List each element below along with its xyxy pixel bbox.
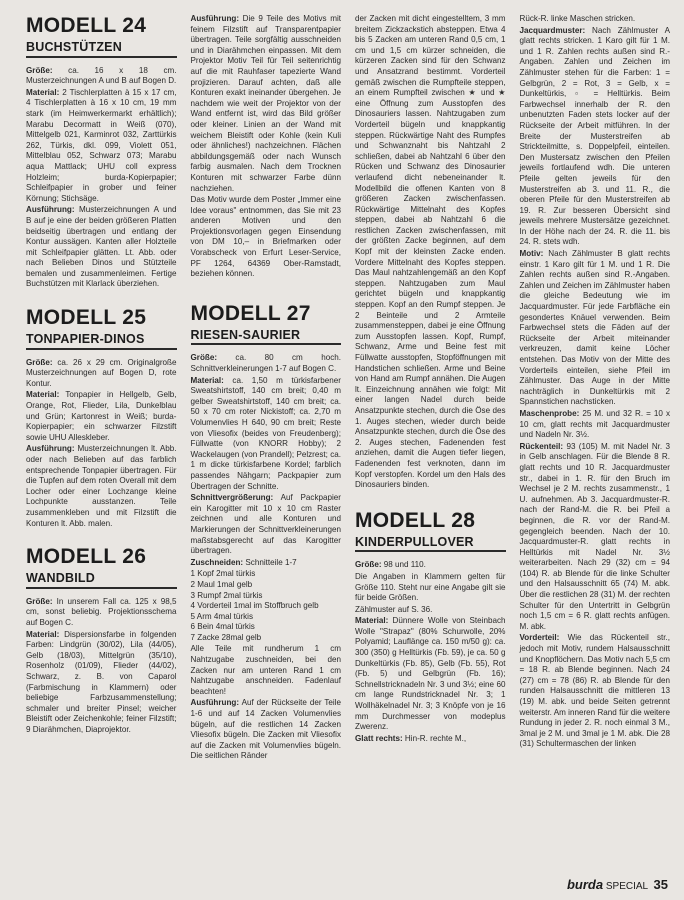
paragraph: Jacquardmuster: Nach Zählmuster A glatt rechts stricken. 1 Karo gilt für 1 M. und 1 R. Zahlen rechts außen sind R.-Angaben. Zahlen und Zeichen im Zählmuster stehen für die Farben: 1 = Gelbgrün, 2 = Rot, 3 = Gelb, x = Dunkeltürkis, ▫ = Helltürkis. Beim Farbwechsel innerhalb der R. den unbenutzten Faden stets locker auf der Rückseite der Arbeit mitführen. In der Breite der Musterstreifen ab Strickteilmitte, s. Doppelpfeil, einteilen. Den Mustersatz zwischen den Pfeilen jeweils fortlaufend wdh. Die unteren Pfeile gelten jeweils für den Musterstreifen ab 3. und 11. R., die oberen Pfeile für den Musterstreifen ab 19. R. Zur besseren Übersicht sind jeweils mehrere Mustersätze gezeichnet. In der Höhe nach der 24. R. die 11. bis 24. R. stets wdh. <box>519 25 670 247</box>
modell-28-body <box>355 560 506 744</box>
modell-28-section <box>355 509 506 745</box>
paragraph: Das Motiv wurde dem Poster „Immer eine Idee voraus" entnommen, das Sie mit 23 anderen Motiven und den Projektionsvorlagen gegen Einsendung von DM 10,– in Briefmarken oder Vorabscheck von Erfurt Leser-Service, PF 1264, 64369 Ober-Ramstadt, beziehen können. <box>190 195 341 279</box>
paragraph: Material: 2 Tischlerplatten à 15 x 17 cm, 4 Tischlerplatten à 16 x 10 cm, 19 mm stark (im Heimwerkermarkt erhältlich); Marabu Decormatt in Weiß (070), Mittelgelb 021, Karminrot 032, Zarttürkis 262, Türkis, dkl. 099, Violett 051, Mittelblau 052, Schwarz 073; Marabu aqua Mattlack; UHU coll express Holzleim; burda-Kopierpapier; Schleifpapier in grober und feiner Körnung; Stichsäge. <box>26 87 177 203</box>
paragraph: Ausführung: Musterzeichnungen lt. Abb. oder nach Belieben auf das farblich entsprechende Tonpapier übertragen. Für die Tupfen auf dem roten Overall mit dem Locher oder einer Lochzange kleine Lochpunkte ausstanzen. Teile zusammenkleben und mit Filzstift die Konturen lt. Abb. malen. <box>26 444 177 528</box>
modell-28-subtitle: KINDERPULLOVER <box>355 537 506 553</box>
paragraph: Zuschneiden: Schnitteile 1-7 <box>190 557 297 567</box>
modell-27-body <box>191 353 342 762</box>
paragraph: Motiv: Nach Zählmuster B glatt rechts einstr. 1 Karo gilt für 1 M. und 1 R. Die Zahlen rechts außen sind R.-Angaben. Zahlen und Zeichen im Zählmuster haben die gleiche Bedeutung wie im Jacquardmuster. Für jede Farbfläche ein gesondertes Knäuel verwenden. Beim Farbwechsel stets die Fäden auf der Rückseite der Arbeit miteinander verkreuzen, damit keine Löcher entstehen. Das Motiv von der Mitte des Vorderteils einteilen, siehe Pfeil im Zählmuster. Das Auge in der Mitte nachträglich in Dunkeltürkis mit 2 Spannstichen nachsticken. <box>519 249 670 407</box>
modell-27-title: MODELL 27 <box>190 301 311 325</box>
paragraph: Größe: ca. 16 x 18 cm. Musterzeichnungen A und B auf Bogen D. <box>26 65 177 86</box>
modell-27-subtitle: RIESEN-SAURIER <box>191 330 342 346</box>
paragraph: Rück-R. linke Maschen stricken. <box>519 14 636 23</box>
modell-25-title: MODELL 25 <box>26 306 147 330</box>
paragraph: 1 Kopf 2mal türkis 2 Maul 1mal gelb 3 Rumpf 2mal türkis 4 Vorderteil 1mal im Stoffbruch gelb 5 Arm 4mal türkis 6 Bein 4mal türkis 7 Zacke 28mal gelb <box>190 569 319 642</box>
modell-28-title: MODELL 28 <box>355 508 476 532</box>
modell-26-continued <box>191 14 342 280</box>
modell-25-subtitle: TONPAPIER-DINOS <box>26 334 177 350</box>
paragraph: Material: Dünnere Wolle von Steinbach Wolle "Strapaz" (80% Schurwolle, 20% Polyamid; Lauflänge ca. 150 m/50 g): ca. 300 (350) g Helltürkis (Fb. 59), je ca. 50 g Dunkeltürkis (Fb. 85), Gelb (Fb. 55), Rot (Fb. 5) und Gelbgrün (Fb. 16); Schnellstricknadeln Nr. 3 und 3½; eine 60 cm lange Rundstricknadel Nr. 3; 1 Wollhäkelnadel Nr. 3; 3 Knöpfe von je 16 mm Durchmesser von modeplus Zwerenz. <box>355 616 506 732</box>
modell-25-body <box>26 358 177 530</box>
modell-27-continued <box>355 14 506 491</box>
page-number: 35 <box>653 877 668 892</box>
modell-24-body <box>26 66 177 290</box>
column-3 <box>355 14 506 778</box>
column-2 <box>191 14 342 778</box>
paragraph: Glatt rechts: Hin-R. rechte M., <box>355 733 467 743</box>
paragraph: Die Angaben in Klammern gelten für Größe 110. Steht nur eine Angabe gilt sie für beide Größen. <box>355 571 506 603</box>
special-label: SPECIAL <box>605 881 648 892</box>
brand-logo: burda <box>566 877 604 892</box>
modell-24-subtitle: BUCHSTÜTZEN <box>26 42 177 58</box>
page-footer <box>567 877 668 892</box>
paragraph: Material: Tonpapier in Hellgelb, Gelb, Orange, Rot, Flieder, Lila, Dunkelblau und Grün; Kartonrest in Weiß; burda-Kopierpapier; ein schwarzer Filzstift sowie UHU Alleskleber. <box>26 390 177 442</box>
column-1 <box>26 14 177 778</box>
paragraph: der Zacken mit dicht eingestelltem, 3 mm breitem Zickzackstich absteppen. Etwa 4 bis 5 Zacken am unteren Rand 0,5 cm, 1 cm und 1,5 cm kürzer schneiden, die kürzeren Zacken sind für den Schwanz und Ansatzrand bestimmt. Vorderteil gemäß zwischen die Rumpfteile steppen, an einem Rumpfteil zwischen ★ und ★ eine Öffnung zum Ausstopfen des Dinosauriers lassen. Nahtzugaben zum Vorderteil bügeln und knappkantig steppen. Rückwärtige Naht des Rumpfes und Schwanznaht bis Nahtzahl 2 schließen, dabei ab Nahtzahl 6 über den Rücken und Schwanz des Dinosaurier verlaufend dicht nebeneinander lt. Modellbild die offenen Kanten von 8 größeren Zacken zwischenfassen. Rückwärtige Mittelnaht des Kopfes steppen, dabei ab Nahtzahl 6 die restlichen Zacken zwischenfassen, mit der größten Zacke beginnen, auf dem Kopf mit der kleinsten Zacke enden. Vordere Mittelnaht des Kopfes steppen. Das Maul nahtzahlengemäß an den Kopf steppen. Nahtzugaben zum Maul gerichtet bügeln und knappkantig steppen. Kopf an den Rumpf steppen. Je 2 Beinteile und 2 Armteile zusammensteppen, dabei je eine Öffnung zum Ausstopfen lassen. Kopf, Rumpf, Schwanz, Arme und Beine fest mit Füllwatte ausstopfen, Stopföffnungen mit Handstichen schließen. Arme und Beine von Hand am Rumpf annähen. Die Augen lt. Einzeichnung annähen wie folgt: Mit einer langen Nadel durch beide Ansatzpunkte stechen, durch die Öse des 1. Auges stechen, wieder durch beide Ansatzpunkte stechen, durch die Öse des 2. Auges stechen, Fadenenden fest anziehen, damit die Augen tiefer liegen, Fadenenden fest verknoten, dann im Kopf verstopfen. Kordel um den Hals des Dinosauriers binden. <box>355 14 506 490</box>
paragraph: Material: ca. 1,50 m türkisfarbener Sweatshirtstoff, 140 cm breit; 0,40 m gelber Sweatshirtstoff, 140 cm breit; ca. 50 x 70 cm roter Nickistoff; ca. 2,70 m Volumenvlies H 640, 90 cm breit; Reste von Vliesofix (beides von Freudenberg); Füllwatte (von KNORR Hobby); 2 Wackelaugen (von Prandell); Pelzrest; ca. 1 m dicke türkisfarbene Kordel; farblich passendes Nähgarn; Packpapier zum Übertragen der Schnitte. <box>190 375 341 491</box>
modell-24-title: MODELL 24 <box>26 14 147 37</box>
modell-26-title: MODELL 26 <box>26 545 147 569</box>
modell-25-section <box>26 306 177 529</box>
paragraph: Ausführung: Auf der Rückseite der Teile 1-6 und auf 14 Zacken Volumenvlies bügeln, auf die restlichen 14 Zacken Vliesofix bügeln. Die Zacken mit Vliesofix auf die Zacken mit Volumenvlies bügeln. Die seitlichen Ränder <box>190 698 341 761</box>
column-4 <box>520 14 671 778</box>
modell-28-continued <box>520 14 671 750</box>
paragraph: Schnittvergrößerung: Auf Packpapier ein Karogitter mit 10 x 10 cm Raster zeichnen und alle Konturen und Markierungen der Schnittverkleinerungen maßstabsgerecht auf das Karogitter übertragen. <box>190 493 341 556</box>
paragraph: Größe: In unserem Fall ca. 125 x 98,5 cm, sonst beliebig. Projektionsschema auf Bogen C. <box>26 596 177 627</box>
modell-24-section <box>26 14 177 290</box>
paragraph: Material: Dispersionsfarbe in folgenden Farben: Lindgrün (30/02), Lila (44/05), Gelb (18/03), Mittelgrün (35/10), Rosenholz (01/09), Flieder (44/02), Schwarz, z. B. von Caparol (Farbmischung in Klammern) oder beliebige Farbzusammenstellung; schmaler und breiter Pinsel; weicher Bleistift oder Zeichenkohle; feiner Filzstift; 9 Diarähmchen, Diaprojektor. <box>26 629 177 734</box>
modell-26-body <box>26 597 177 736</box>
modell-27-section <box>191 302 342 762</box>
columns <box>26 14 670 778</box>
paragraph: Größe: 98 und 110. <box>355 560 426 570</box>
paragraph: Alle Teile mit rundherum 1 cm Nahtzugabe zuschneiden, bei den Zacken nur am unteren Rand 1 cm Nahtzugabe anschneiden. Fadenlauf beachten! <box>190 644 341 696</box>
paragraph: Ausführung: Musterzeichnungen A und B auf je eine der beiden größeren Platten beidseitig übertragen und entlang der Kontur aussägen. Kanten aller Holzteile mit Schleifpapier glätten. Lt. Abb. oder nach Belieben Dinos und Stützteile bemalen und zusammenleimen. Fertige Buchstützen mit Klarlack überziehen. <box>26 205 177 289</box>
paragraph: Ausführung: Die 9 Teile des Motivs mit feinem Filzstift auf Transparentpapier übertragen. Teile sorgfältig ausschneiden und in Diarähmchen einpassen. Mit dem Projektor Motiv Teil für Teil seitenrichtig auf die mit Rauhfaser tapezierte Wand projizieren. Darauf achten, daß alle Konturen exakt ineinander übergehen. Je nachdem wie weit der Projektor von der Wand entfernt ist, wird das Bild größer oder kleiner. Linien an der Wand mit weichem Bleistift oder Kohle (kein Kuli oder ähnliches!) nachzeichnen. Flächen abbildungsgemäß oder nach Wunsch farbig ausmalen. Nach dem Trocknen Konturen mit schwarzer Farbe dünn nachziehen. <box>190 14 341 193</box>
paragraph: Vorderteil: Wie das Rückenteil str., jedoch mit Motiv, rundem Halsausschnitt und Knopflöchern. Das Motiv nach 5,5 cm = 18 R. ab Blende beginnen. Nach 24 (27) cm = 78 (86) R. ab Blende für den runden Halsausschnitt die mittleren 13 (19) M. abk. und beide Seiten getrennt weiterstr. Am inneren Rand für die weitere Rundung in jeder 2. R. noch einmal 3 M., 3mal je 2 M. und 3mal je 1 M. abk. Die 28 (31) Schultermaschen der linken <box>519 633 670 749</box>
modell-26-section <box>26 545 177 735</box>
paragraph: Größe: ca. 80 cm hoch. Schnittverkleinerungen 1-7 auf Bogen C. <box>190 353 341 374</box>
modell-26-subtitle: WANDBILD <box>26 573 177 589</box>
paragraph: Maschenprobe: 25 M. und 32 R. = 10 x 10 cm, glatt rechts mit Jacquardmuster und Nadeln Nr. 3½. <box>519 408 670 440</box>
paragraph: Größe: ca. 26 x 29 cm. Originalgroße Musterzeichnungen auf Bogen D, rote Kontur. <box>26 357 177 388</box>
paragraph: Rückenteil: 93 (105) M. mit Nadel Nr. 3 in Gelb anschlagen. Für die Blende 8 R. glatt rechts und 10 R. Jacquardmuster str., dabei in 1. R. für den Bruch im Wechsel je 2 M. rechts zusammenstr., 1 U. aufnehmen. Ab 3. Jacquardmuster-R. nach der Rand-M. die R. bei Pfeil a beginnen, die R. vor der Rand-M. gegengleich beenden. Nach der 10. Jacquardmuster-R. glatt rechts in Helltürkis mit Nadel Nr. 3½ weiterarbeiten. Nach 29 (32) cm = 94 (104) R. ab Blende für die linke Schulter und den Halsausschnitt 65 (74) M. abk. Über die restlichen 28 (31) M. der rechten Schulter für den Untertritt in Gelbgrün noch 1,5 cm = 6 R. glatt rechts anfügen. M. abk. <box>519 441 670 631</box>
paragraph: Zählmuster auf S. 36. <box>355 604 433 614</box>
